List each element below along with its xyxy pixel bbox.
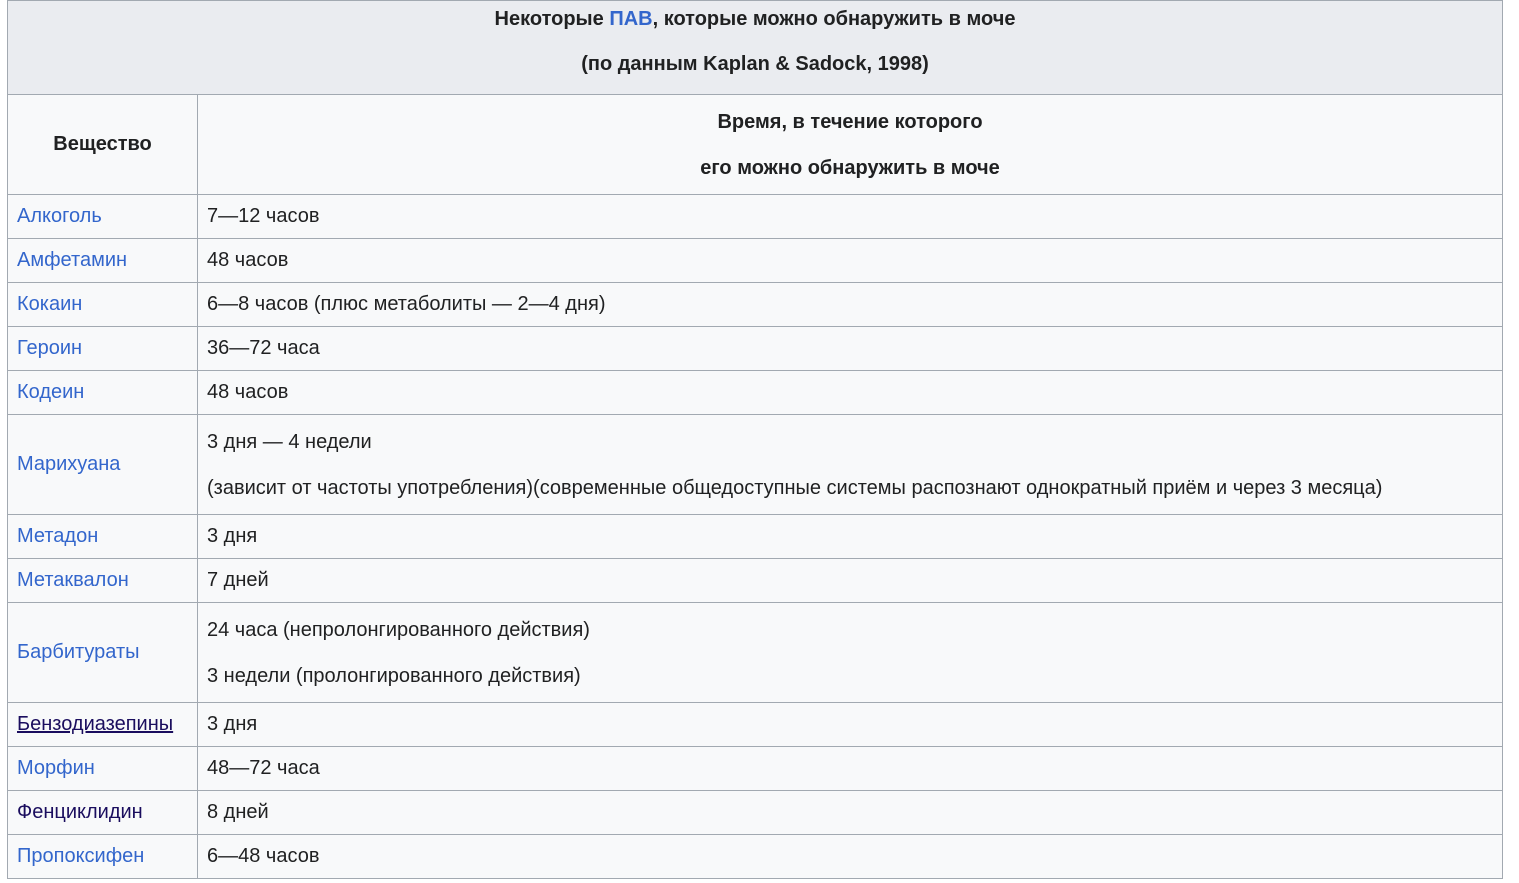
table-row [8, 283, 1503, 327]
detection-time-cell [198, 239, 1503, 283]
substance-cell [8, 371, 198, 415]
substance-cell [8, 327, 198, 371]
table-row [8, 747, 1503, 791]
table-row [8, 703, 1503, 747]
time-header-line-2: его можно обнаружить в моче [700, 156, 1000, 179]
substance-link[interactable]: Метаквалон [17, 569, 129, 591]
detection-time-text: 3 дня [207, 525, 258, 547]
substance-link[interactable]: Морфин [17, 757, 95, 779]
substance-column-header: Вещество [8, 95, 198, 195]
substance-link[interactable]: Кокаин [17, 293, 83, 315]
detection-time-text: 8 дней [207, 801, 269, 823]
time-column-header [198, 95, 1503, 195]
substance-cell [8, 195, 198, 239]
table-container [7, 0, 1502, 879]
caption-line-2: (по данным Kaplan & Sadock, 1998) [581, 52, 929, 75]
detection-time-text: 3 дня — 4 недели [207, 430, 372, 453]
header-row [8, 95, 1503, 195]
detection-time-text: 48 часов [207, 381, 289, 403]
substance-link[interactable]: Пропоксифен [17, 845, 145, 867]
substance-link[interactable]: Героин [17, 337, 83, 359]
table-row [8, 195, 1503, 239]
detection-time-text: 36—72 часа [207, 337, 320, 359]
substance-cell [8, 559, 198, 603]
detection-time-cell [198, 515, 1503, 559]
pav-link[interactable]: ПАВ [609, 7, 653, 30]
substance-cell [8, 703, 198, 747]
detection-time-cell [198, 835, 1503, 879]
substance-link[interactable]: Кодеин [17, 381, 85, 403]
detection-time-cell [198, 415, 1503, 515]
detection-time-cell [198, 703, 1503, 747]
detection-time-text: 24 часа (непролонгированного действия) [207, 618, 590, 641]
table-row [8, 515, 1503, 559]
substance-link[interactable]: Фенциклидин [17, 801, 143, 823]
detection-time-cell [198, 195, 1503, 239]
detection-time-text: 48 часов [207, 249, 289, 271]
detection-time-cell [198, 603, 1503, 703]
table-row [8, 603, 1503, 703]
caption-row [8, 1, 1503, 95]
substance-cell [8, 791, 198, 835]
detection-time-text: (зависит от частоты употребления)(современные общедоступные системы распознают однократный приём и через 3 месяца) [207, 476, 1383, 499]
table-row [8, 327, 1503, 371]
table-body [8, 195, 1503, 879]
detection-time-cell [198, 747, 1503, 791]
substance-cell [8, 283, 198, 327]
table-row [8, 835, 1503, 879]
substances-table [7, 0, 1503, 879]
substance-link[interactable]: Бензодиазепины [17, 713, 174, 735]
substance-cell [8, 415, 198, 515]
table-caption [8, 1, 1503, 95]
substance-link[interactable]: Марихуана [17, 453, 121, 475]
detection-time-cell [198, 371, 1503, 415]
detection-time-text: 7 дней [207, 569, 269, 591]
detection-time-cell [198, 283, 1503, 327]
substance-cell [8, 239, 198, 283]
table-row [8, 791, 1503, 835]
detection-time-text: 48—72 часа [207, 757, 320, 779]
substance-link[interactable]: Барбитураты [17, 641, 140, 663]
detection-time-text: 7—12 часов [207, 205, 320, 227]
detection-time-cell [198, 559, 1503, 603]
substance-link[interactable]: Амфетамин [17, 249, 128, 271]
substance-cell [8, 835, 198, 879]
detection-time-text: 3 недели (пролонгированного действия) [207, 664, 581, 687]
substance-cell [8, 747, 198, 791]
detection-time-text: 6—48 часов [207, 845, 320, 867]
substance-cell [8, 603, 198, 703]
table-row [8, 415, 1503, 515]
table-row [8, 559, 1503, 603]
substance-link[interactable]: Метадон [17, 525, 99, 547]
time-header-line-1: Время, в течение которого [717, 110, 983, 133]
substance-link[interactable]: Алкоголь [17, 205, 102, 227]
detection-time-text: 6—8 часов (плюс метаболиты — 2—4 дня) [207, 293, 606, 315]
detection-time-cell [198, 791, 1503, 835]
caption-line-1: Некоторые ПАВ, которые можно обнаружить в моче [494, 7, 1016, 30]
table-row [8, 371, 1503, 415]
substance-cell [8, 515, 198, 559]
detection-time-text: 3 дня [207, 713, 258, 735]
detection-time-cell [198, 327, 1503, 371]
table-row [8, 239, 1503, 283]
